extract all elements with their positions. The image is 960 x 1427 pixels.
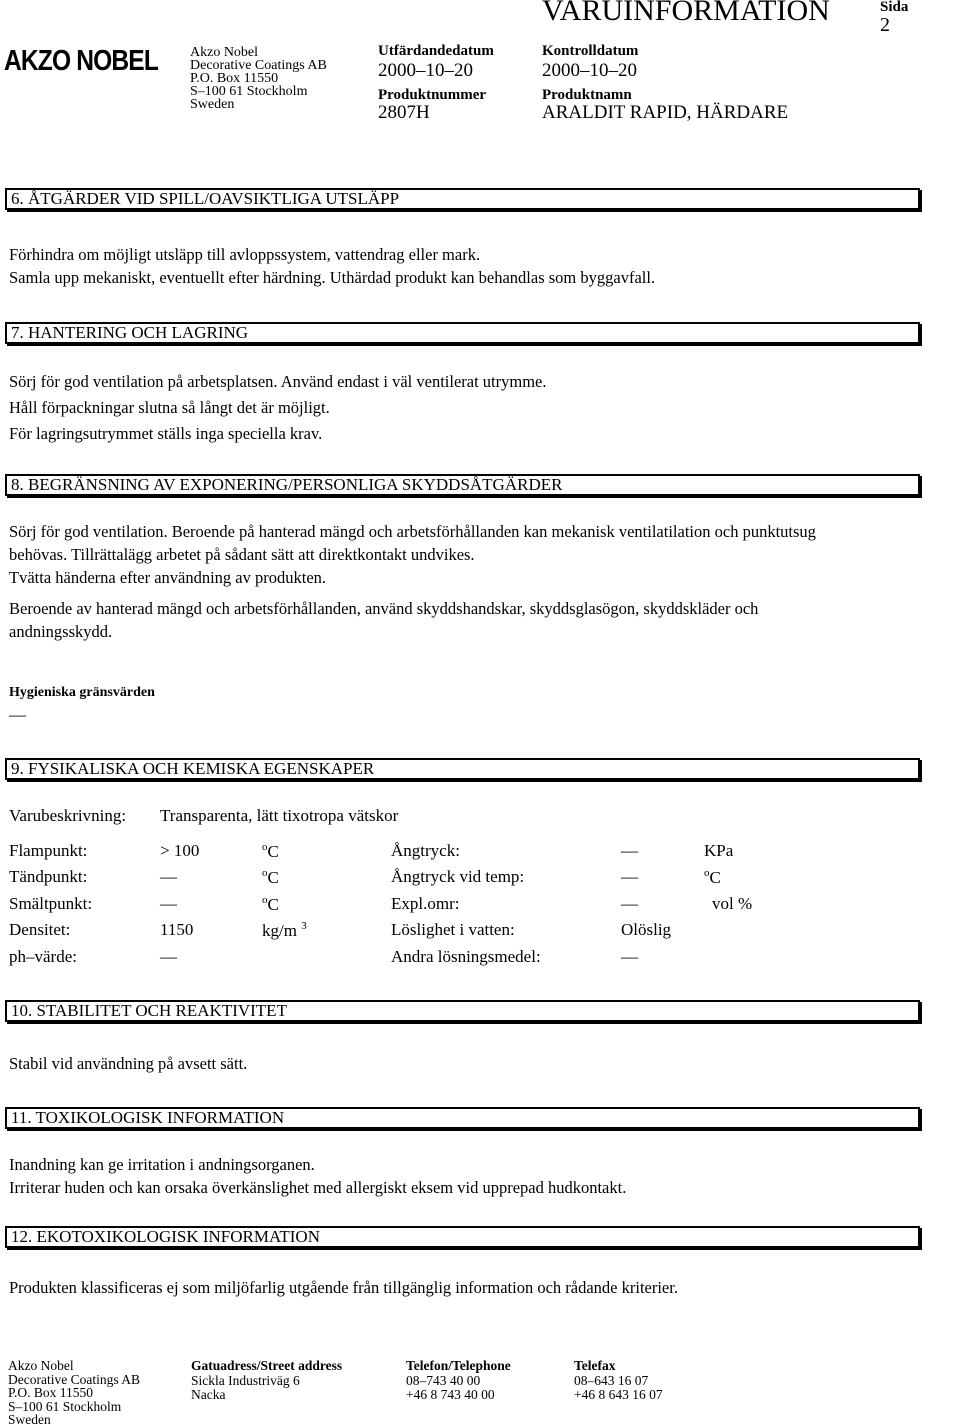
section-12-text (9, 1276, 678, 1299)
company-line: S–100 61 Stockholm (190, 84, 308, 99)
company-line: Sweden (8, 1412, 51, 1427)
text-line: Sörj för god ventilation. Beroende på hanterad mängd och arbetsförhållanden kan mekanisk ventilatilation och punktutsug (9, 522, 816, 541)
explosive-range-value: –– (621, 894, 638, 913)
page-label: Sida (880, 0, 909, 15)
section-11-text (9, 1153, 626, 1199)
other-solvents-value: –– (621, 947, 638, 966)
company-line: Akzo Nobel (190, 45, 259, 60)
text-line: Håll förpackningar slutna så långt det är möjligt. (9, 398, 330, 417)
melting-point-value: –– (160, 894, 177, 913)
vapor-pressure-label: Ångtryck: (391, 841, 460, 860)
address-line: Sickla Industriväg 6 (191, 1373, 300, 1388)
company-line: Sweden (190, 97, 235, 112)
section-9-heading: 9. FYSIKALISKA OCH KEMISKA EGENSKAPER (5, 758, 920, 780)
section-8-text (9, 520, 816, 589)
vapor-temp-unit (704, 867, 721, 888)
unit-text: C (267, 895, 279, 914)
phone-line: 08–743 40 00 (406, 1373, 481, 1388)
product-number-label: Produktnummer (378, 87, 487, 103)
explosive-range-label: Expl.omr: (391, 894, 460, 913)
unit-text: kg/m (262, 921, 297, 940)
section-12-heading: 12. EKOTOXIKOLOGISK INFORMATION (5, 1226, 920, 1248)
ignition-point-value: –– (160, 867, 177, 886)
unit-superscript: o (704, 867, 710, 879)
ignition-point-unit (262, 867, 279, 888)
water-solubility-label: Löslighet i vatten: (391, 920, 515, 939)
fax-line: 08–643 16 07 (574, 1373, 649, 1388)
unit-superscript: o (262, 894, 268, 906)
unit-text: C (267, 868, 279, 887)
unit-superscript: o (262, 841, 268, 853)
section-6-text (9, 243, 655, 289)
section-7-heading: 7. HANTERING OCH LAGRING (5, 322, 920, 344)
section-10-heading: 10. STABILITET OCH REAKTIVITET (5, 1000, 920, 1022)
ph-value: –– (160, 947, 177, 966)
melting-point-label: Smältpunkt: (9, 894, 93, 913)
product-name: ARALDIT RAPID, HÄRDARE (542, 102, 789, 123)
text-line: Irriterar huden och kan orsaka överkänslighet med allergiskt eksem vid upprepad hudkontakt. (9, 1178, 627, 1197)
text-line: andningsskydd. (9, 622, 113, 641)
density-label: Densitet: (9, 920, 71, 939)
fax-line: +46 8 643 16 07 (574, 1386, 663, 1402)
unit-superscript: 3 (301, 920, 307, 932)
phone-line: +46 8 743 40 00 (406, 1386, 495, 1402)
page-number: 2 (880, 14, 890, 36)
footer-address (191, 1374, 300, 1401)
other-solvents-label: Andra lösningsmedel: (391, 947, 541, 966)
density-unit (262, 920, 307, 941)
section-8-text-2 (9, 597, 758, 643)
footer-fax-label: Telefax (574, 1358, 616, 1373)
company-line: P.O. Box 11550 (190, 71, 279, 86)
header-company-block (190, 46, 327, 111)
text-line: För lagringsutrymmet ställs inga speciella krav. (9, 424, 323, 443)
company-line: S–100 61 Stockholm (8, 1398, 122, 1414)
company-line: Decorative Coatings AB (8, 1371, 140, 1387)
ph-label: ph–värde: (9, 947, 77, 966)
section-8-heading: 8. BEGRÄNSNING AV EXPONERING/PERSONLIGA SKYDDSÅTGÄRDER (5, 474, 920, 496)
company-line: P.O. Box 11550 (8, 1385, 94, 1400)
footer-phone (406, 1374, 495, 1401)
melting-point-unit (262, 894, 279, 915)
vapor-temp-label: Ångtryck vid temp: (391, 867, 525, 886)
flash-point-label: Flampunkt: (9, 841, 88, 860)
footer-phone-label: Telefon/Telephone (406, 1358, 511, 1373)
description-value: Transparenta, lätt tixotropa vätskor (160, 806, 399, 825)
flash-point-value: > 100 (160, 841, 200, 860)
ignition-point-label: Tändpunkt: (9, 867, 88, 886)
company-line: Akzo Nobel (8, 1358, 74, 1373)
akzo-nobel-logo (4, 40, 160, 76)
logo-text: AKZO NOBEL (4, 45, 159, 77)
section-7-text (9, 369, 547, 447)
product-number: 2807H (378, 102, 430, 123)
vapor-temp-value: –– (621, 867, 638, 886)
text-line: Förhindra om möjligt utsläpp till avloppssystem, vattendrag eller mark. (9, 245, 481, 264)
text-line: Beroende av hanterad mängd och arbetsförhållanden, använd skyddshandskar, skyddsglasögon, skyddskläder och (9, 599, 759, 618)
address-line: Nacka (191, 1386, 226, 1402)
footer-fax (574, 1374, 663, 1401)
vapor-pressure-unit: KPa (704, 841, 734, 860)
unit-text: C (267, 842, 279, 861)
text-line: Samla upp mekaniskt, eventuellt efter härdning. Uthärdad produkt kan behandlas som byggavfall. (9, 268, 656, 287)
text-line: Produkten klassificeras ej som miljöfarlig utgående från tillgänglig information och rådande kriterier. (9, 1278, 678, 1297)
footer-address-label: Gatuadress/Street address (191, 1358, 343, 1373)
section-6-heading: 6. ÅTGÄRDER VID SPILL/OAVSIKTLIGA UTSLÄPP (5, 188, 920, 210)
section-11-heading: 11. TOXIKOLOGISK INFORMATION (5, 1107, 920, 1129)
text-line: Sörj för god ventilation på arbetsplatsen. Använd endast i väl ventilerat utrymme. (9, 372, 547, 391)
water-solubility-value: Olöslig (621, 920, 672, 939)
text-line: Tvätta händerna efter användning av produkten. (9, 568, 327, 587)
footer-company-block (8, 1359, 140, 1427)
unit-superscript: o (262, 867, 268, 879)
explosive-range-unit: vol % (712, 894, 753, 913)
section-10-text (9, 1052, 247, 1075)
density-value: 1150 (160, 920, 194, 939)
hygiene-label: Hygieniska gränsvärden (9, 685, 155, 700)
document-title: VARUINFORMATION (542, 0, 830, 27)
hygiene-value: –– (9, 705, 26, 724)
text-line: Inandning kan ge irritation i andningsorganen. (9, 1155, 315, 1174)
description-label: Varubeskrivning: (9, 806, 127, 825)
text-line: behövas. Tillrättalägg arbetet på sådant sätt att direktkontakt undvikes. (9, 545, 475, 564)
check-date: 2000–10–20 (542, 60, 637, 81)
issue-date-label: Utfärdandedatum (378, 43, 494, 59)
issue-date: 2000–10–20 (378, 60, 473, 81)
vapor-pressure-value: –– (621, 841, 638, 860)
check-date-label: Kontrolldatum (542, 43, 639, 59)
company-line: Decorative Coatings AB (190, 58, 327, 73)
flash-point-unit (262, 841, 279, 862)
unit-text: C (709, 868, 721, 887)
text-line: Stabil vid användning på avsett sätt. (9, 1054, 248, 1073)
product-name-label: Produktnamn (542, 87, 632, 103)
